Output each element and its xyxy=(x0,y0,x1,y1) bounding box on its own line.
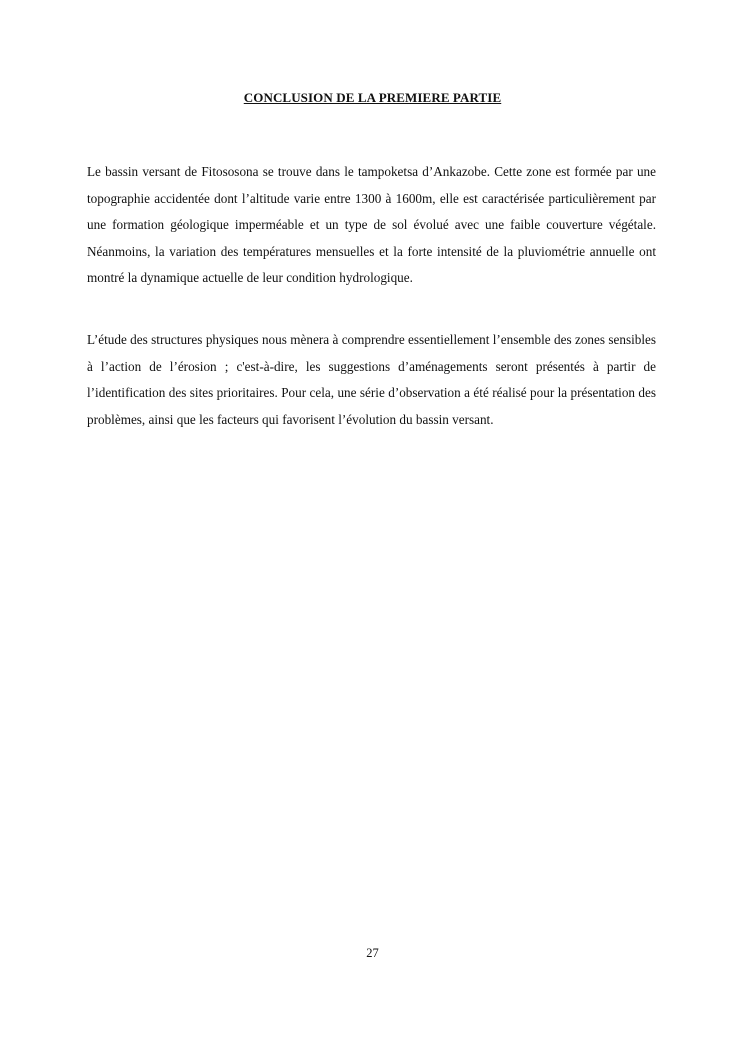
paragraph-1: Le bassin versant de Fitososona se trouve dans le tampoketsa d’Ankazobe. Cette zone est formée par une topographie accidentée dont l’altitude varie entre 1300 à 1600m, elle est caractérisée particulièrement par une formation géologique imperméable et un type de sol évolué avec une faible couverture végétale. Néanmoins, la variation des températures mensuelles et la forte intensité de la pluviométrie annuelle ont montré la dynamique actuelle de leur condition hydrologique. xyxy=(87,164,656,285)
paragraph-block-2 xyxy=(87,327,656,433)
paragraph-block-1 xyxy=(87,159,656,292)
section-title: CONCLUSION DE LA PREMIERE PARTIE xyxy=(243,90,502,105)
paragraph-2: L’étude des structures physiques nous mènera à comprendre essentiellement l’ensemble des zones sensibles à l’action de l’érosion ; c'est-à-dire, les suggestions d’aménagements seront présentés à partir de l’identification des sites prioritaires. Pour cela, une série d’observation a été réalisé pour la présentation des problèmes, ainsi que les facteurs qui favorisent l’évolution du bassin versant. xyxy=(87,332,656,427)
page-number: 27 xyxy=(366,946,379,960)
